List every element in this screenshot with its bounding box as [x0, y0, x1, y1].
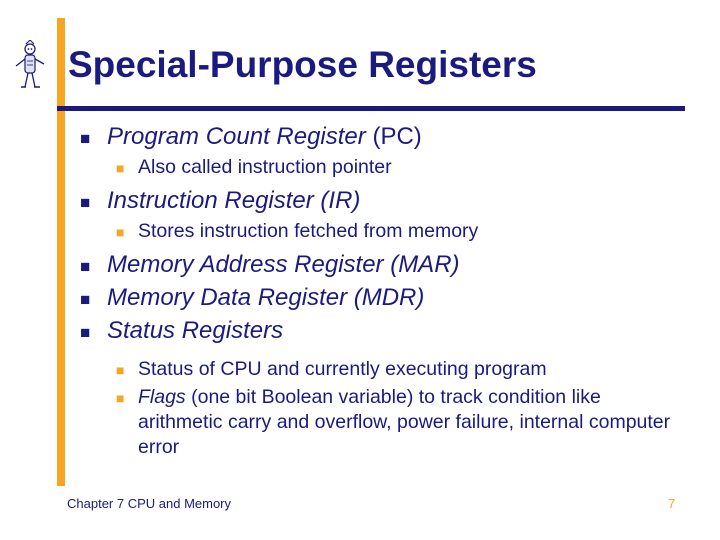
square-bullet-icon: ■	[80, 257, 91, 276]
cartoon-figure-icon	[13, 40, 47, 96]
bullet-item	[80, 251, 690, 279]
sub-bullet-text: (one bit Boolean variable) to track condition like arithmetic carry and overflow, power failure, internal computer error	[138, 386, 671, 458]
square-bullet-icon: ■	[116, 160, 125, 176]
sub-bullet-item	[80, 357, 690, 381]
sub-bullet-item	[80, 155, 690, 179]
sub-bullet-text: Status of CPU and currently executing program	[138, 358, 547, 380]
sub-bullet-item	[80, 219, 690, 243]
bullet-list	[80, 118, 690, 460]
square-bullet-icon: ■	[80, 290, 91, 309]
page-number: 7	[668, 496, 676, 511]
square-bullet-icon: ■	[80, 129, 91, 148]
square-bullet-icon: ■	[116, 224, 125, 240]
sub-bullet-item	[80, 385, 690, 460]
bullet-item	[80, 284, 690, 312]
square-bullet-icon: ■	[116, 390, 125, 406]
sub-bullet-text: Stores instruction fetched from memory	[138, 220, 479, 242]
bullet-label: Memory Address Register (MAR)	[107, 251, 460, 278]
footer-chapter-label: Chapter 7 CPU and Memory	[67, 496, 232, 511]
square-bullet-icon: ■	[116, 362, 125, 378]
bullet-item	[80, 317, 690, 345]
title-underline-rule	[57, 106, 685, 111]
square-bullet-icon: ■	[80, 193, 91, 212]
bullet-label: Program Count Register	[107, 123, 366, 150]
sub-bullet-text-wrapper	[138, 385, 678, 460]
flags-term: Flags	[138, 386, 186, 408]
bullet-item	[80, 187, 690, 215]
bullet-label: Instruction Register (IR)	[107, 187, 361, 214]
bullet-item	[80, 123, 690, 151]
sub-bullet-text: Also called instruction pointer	[138, 156, 392, 178]
bullet-suffix: (PC)	[365, 123, 422, 150]
slide-title: Special-Purpose Registers	[68, 44, 537, 85]
bullet-label: Memory Data Register (MDR)	[107, 284, 425, 311]
bullet-label: Status Registers	[107, 317, 284, 344]
square-bullet-icon: ■	[80, 323, 91, 342]
accent-vertical-bar	[57, 18, 65, 486]
